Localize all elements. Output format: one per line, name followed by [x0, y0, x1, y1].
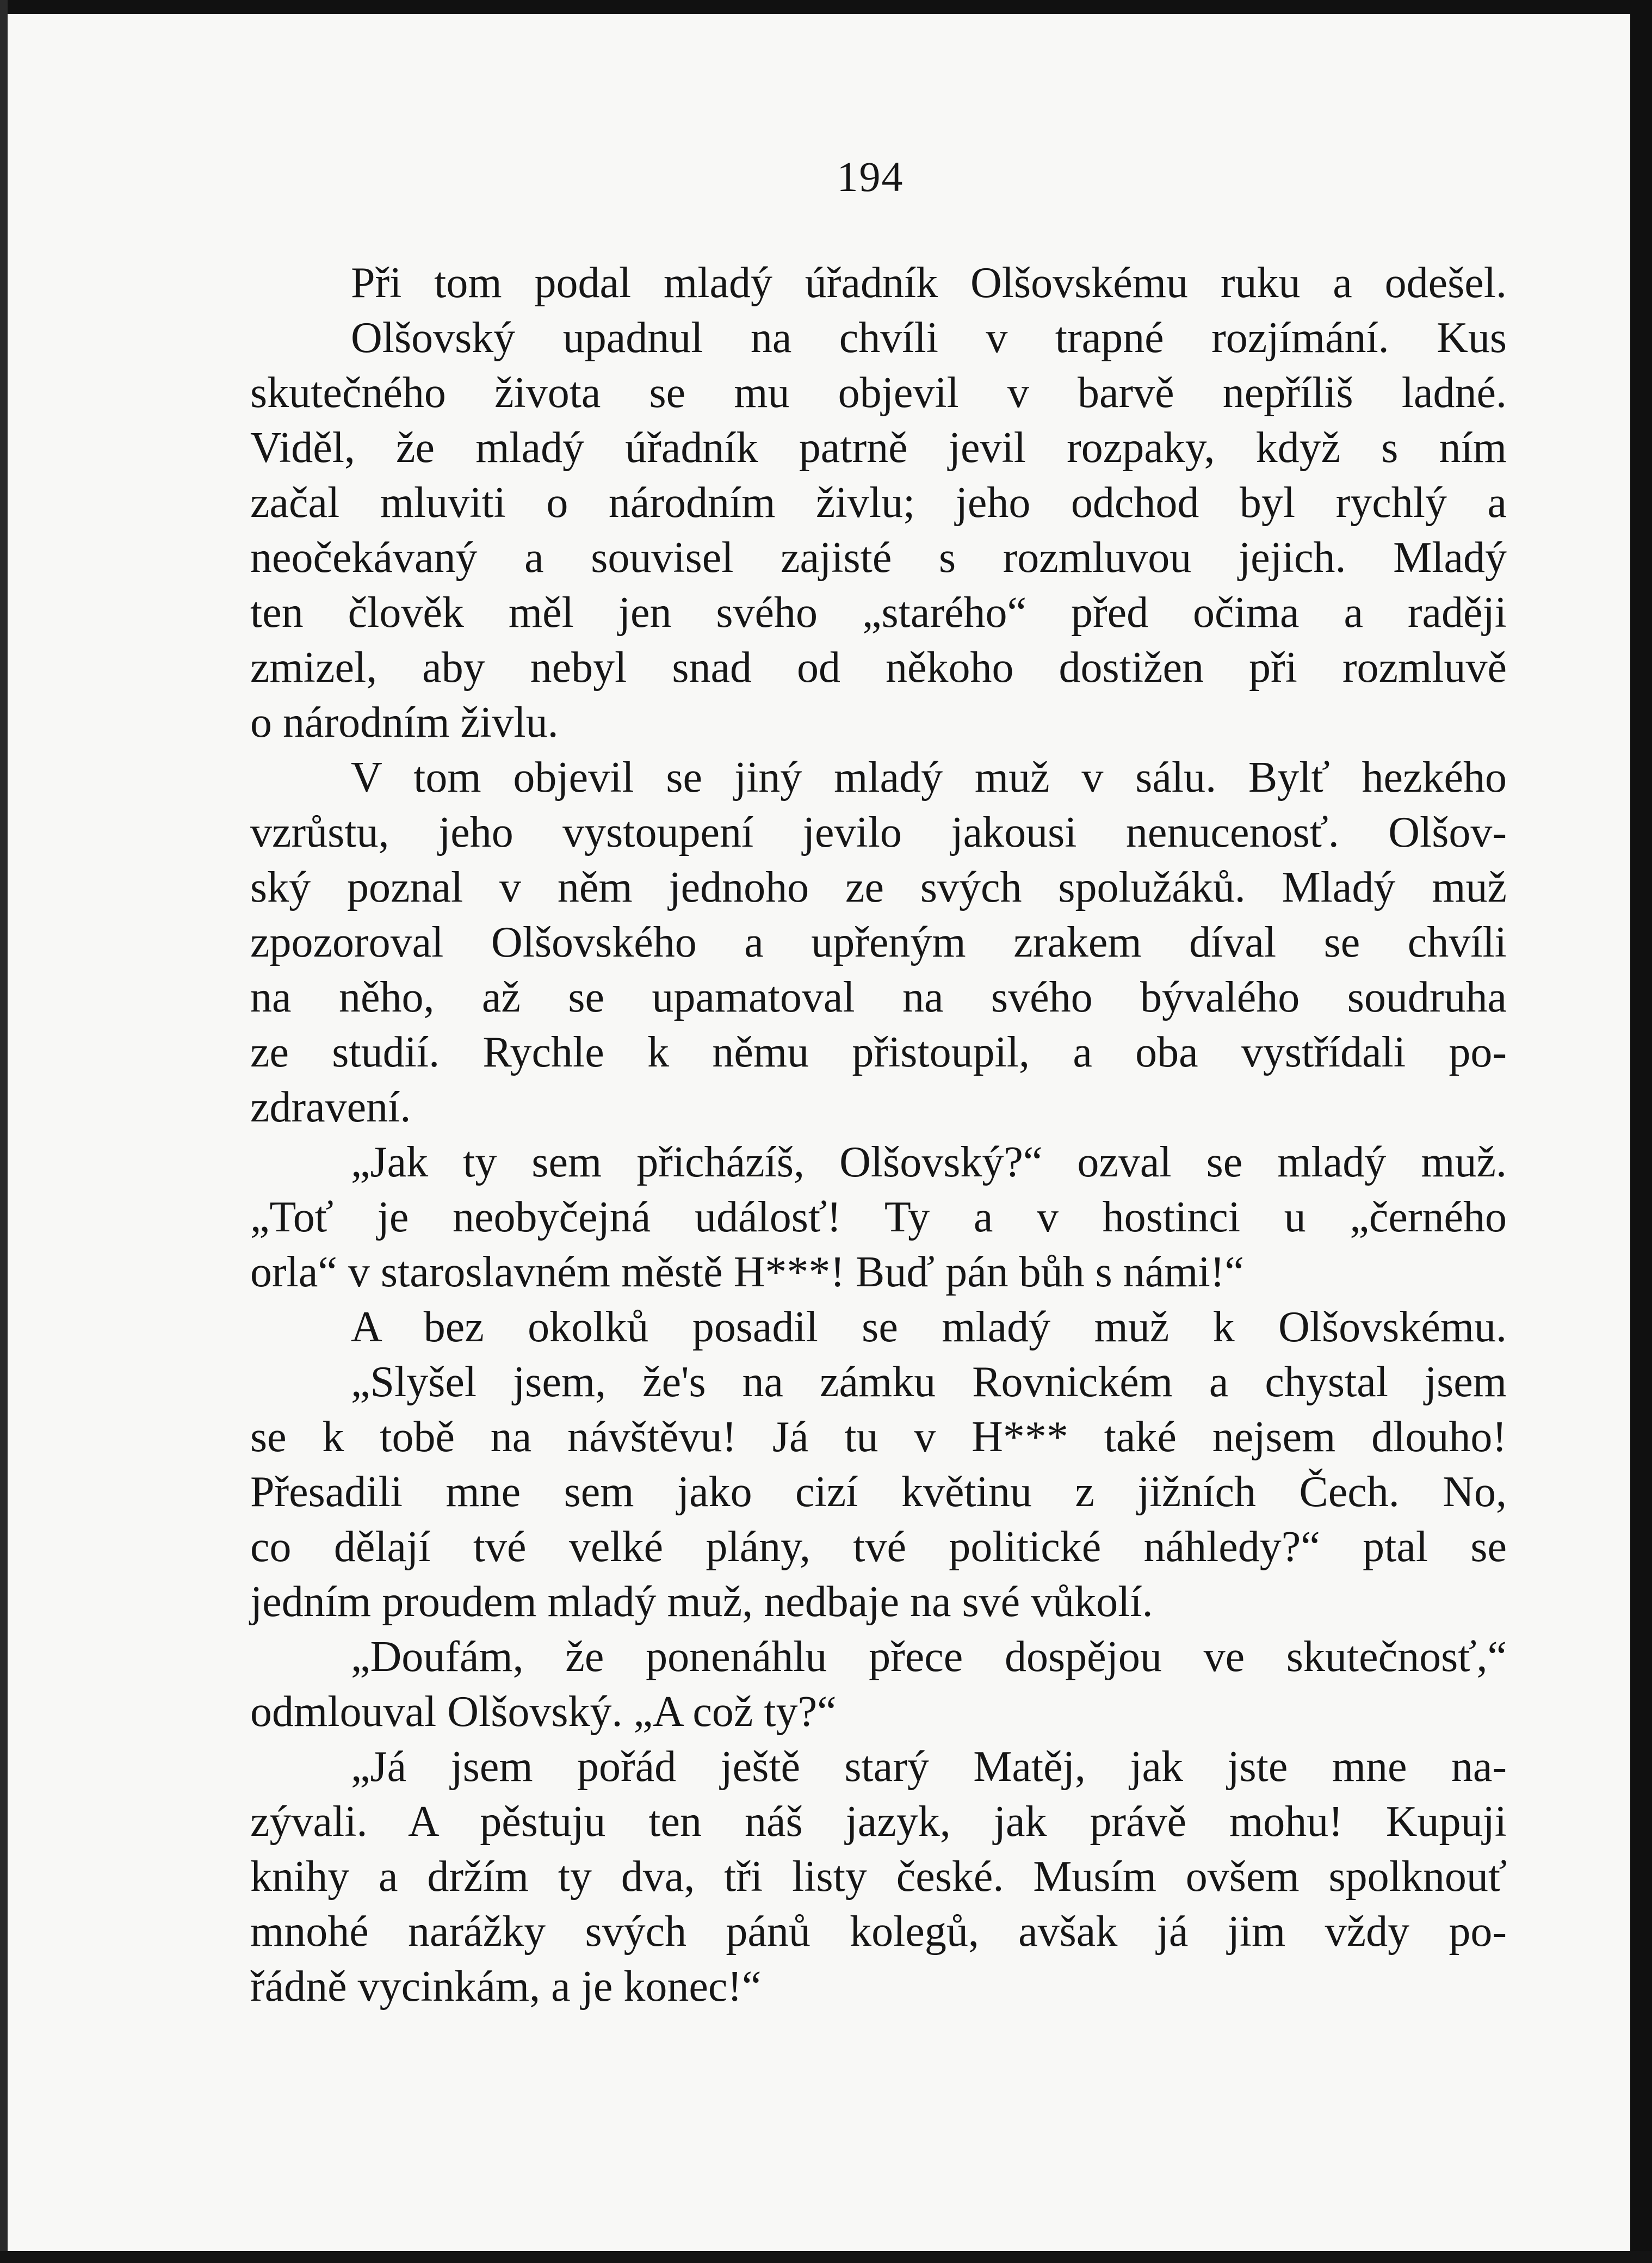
scan-border-bottom: [0, 2251, 1652, 2263]
text-line: ský poznal v něm jednoho ze svých spolužáků. Mladý muž: [250, 864, 1507, 911]
text-line: o národním živlu.: [250, 699, 559, 747]
text-line: zývali. A pěstuju ten náš jazyk, jak právě mohu! Kupuji: [250, 1798, 1507, 1846]
text-line: A bez okolků posadil se mladý muž k Olšovskému.: [351, 1303, 1507, 1351]
text-line: Olšovský upadnul na chvíli v trapné rozjímání. Kus: [351, 314, 1507, 362]
text-line: Viděl, že mladý úřadník patrně jevil rozpaky, když s ním: [250, 424, 1507, 472]
text-line: mnohé narážky svých pánů kolegů, avšak já jim vždy po-: [250, 1908, 1507, 1956]
text-line: řádně vycinkám, a je konec!“: [250, 1963, 762, 2011]
text-line: Při tom podal mladý úřadník Olšovskému ruku a odešel.: [351, 259, 1507, 307]
text-line: ze studií. Rychle k němu přistoupil, a oba vystřídali po-: [250, 1028, 1507, 1076]
text-line: orla“ v staroslavném městě H***! Buď pán bůh s námi!“: [250, 1248, 1244, 1296]
text-line: se k tobě na návštěvu! Já tu v H*** také nejsem dlouho!: [250, 1413, 1507, 1461]
text-line: „Toť je neobyčejná událosť! Ty a v hostinci u „černého: [250, 1193, 1507, 1241]
text-line: odmlouval Olšovský. „A což ty?“: [250, 1688, 837, 1736]
scan-border-left: [0, 0, 8, 2263]
text-line: „Slyšel jsem, že's na zámku Rovnickém a chystal jsem: [351, 1358, 1507, 1406]
text-line: zpozoroval Olšovského a upřeným zrakem díval se chvíli: [250, 918, 1507, 966]
text-line: začal mluviti o národním živlu; jeho odchod byl rychlý a: [250, 479, 1507, 527]
text-line: co dělají tvé velké plány, tvé politické náhledy?“ ptal se: [250, 1523, 1507, 1571]
text-line: vzrůstu, jeho vystoupení jevilo jakousi nenucenosť. Olšov-: [250, 809, 1507, 856]
text-line: jedním proudem mladý muž, nedbaje na své vůkolí.: [250, 1578, 1153, 1626]
text-line: „Já jsem pořád ještě starý Matěj, jak jste mne na-: [351, 1743, 1507, 1791]
text-line: „Doufám, že ponenáhlu přece dospějou ve skutečnosť,“: [351, 1633, 1507, 1681]
text-line: na něho, až se upamatoval na svého bývalého soudruha: [250, 973, 1507, 1021]
scan-border-top: [0, 0, 1652, 14]
text-line: skutečného života se mu objevil v barvě nepříliš ladné.: [250, 369, 1507, 417]
text-line: V tom objevil se jiný mladý muž v sálu. Bylť hezkého: [351, 754, 1507, 801]
text-line: zmizel, aby nebyl snad od někoho dostižen při rozmluvě: [250, 644, 1507, 692]
text-line: neočekávaný a souvisel zajisté s rozmluvou jejich. Mladý: [250, 534, 1507, 582]
text-line: ten člověk měl jen svého „starého“ před očima a raději: [250, 589, 1507, 637]
scan-border-right: [1630, 0, 1652, 2263]
text-line: knihy a držím ty dva, tři listy české. Musím ovšem spolknouť: [250, 1853, 1507, 1901]
page-number: 194: [837, 153, 904, 200]
text-line: Přesadili mne sem jako cizí květinu z jižních Čech. No,: [250, 1468, 1507, 1516]
body-text: [250, 256, 1507, 2014]
text-line: zdravení.: [250, 1083, 411, 1131]
text-line: „Jak ty sem přicházíš, Olšovský?“ ozval se mladý muž.: [351, 1138, 1507, 1186]
